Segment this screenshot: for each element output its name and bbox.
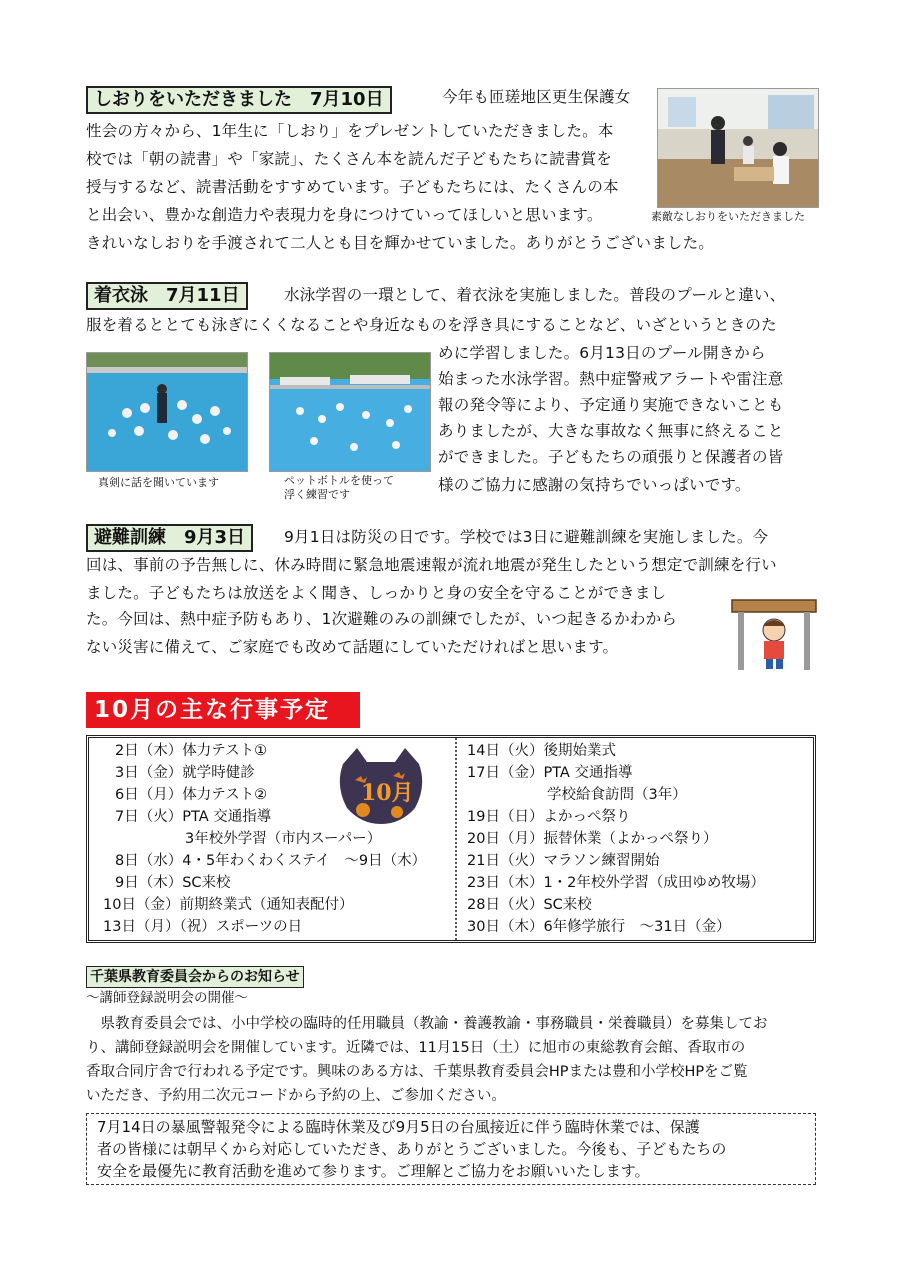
schedule-item: 20日（月）振替休業（よかっぺ祭り） [467,831,718,847]
text-line: ができました。子どもたちの頑張りと保護者の皆 [438,448,784,466]
text-line: 水泳学習の一環として、着衣泳を実施しました。普段のプールと違い、 [284,286,786,304]
text-line: きれいなしおりを手渡されて二人とも目を輝かせていました。ありがとうございました。 [86,234,715,252]
schedule-item: 30日（木）6年修学旅行 ～31日（金） [467,919,731,935]
text-line: り、講師登録説明会を開催しています。近隣では、11月15日（土）に旭市の東総教育会館、香取市の [86,1040,746,1056]
schedule-item: 3年校外学習（市内スーパー） [185,831,382,847]
text-line: 県教育委員会では、小中学校の臨時的任用職員（教諭・養護教諭・事務職員・栄養職員）を募集してお [86,1016,768,1032]
section-title-evacuation-drill: 避難訓練 9月3日 [86,524,253,552]
text-line: 者の皆様には朝早くから対応していただき、ありがとうございました。今後も、子どもたちの [97,1140,727,1158]
desk-child-illustration [728,596,820,674]
text-line: ありましたが、大きな事故なく無事に終えること [438,422,784,440]
text-line: 性会の方々から、1年生に「しおり」をプレゼントしていただきました。本 [86,122,614,140]
schedule-item: 8日（水）4・5年わくわくステイ ～9日（木） [115,853,427,869]
pool-photo-listening [86,352,248,472]
badge-label: 10月 [361,780,414,806]
schedule-item: 13日（月）（祝）スポーツの日 [103,919,303,935]
text-line: 授与するなど、読書活動をすすめています。子どもたちには、たくさんの本 [86,178,619,196]
schedule-item: 6日（月）体力テスト② [115,787,268,803]
schedule-item: 19日（日）よかっぺ祭り [467,809,631,825]
pool-photo-bottle [269,352,431,472]
text-line: 7月14日の暴風警報発令による臨時休業及び9月5日の台風接近に伴う臨時休業では、保護 [97,1118,700,1136]
schedule-item: 学校給食訪問（3年） [547,787,687,803]
closing-message-box [86,1113,816,1185]
schedule-item: 28日（火）SC来校 [467,897,592,913]
schedule-item: 17日（金）PTA 交通指導 [467,765,633,781]
halloween-cat-badge [335,746,427,826]
schedule-item: 21日（火）マラソン練習開始 [467,853,660,869]
photo-caption: 真剣に話を聞いています [98,476,219,489]
text-line: 香取合同庁舎で行われる予定です。興味のある方は、千葉県教育委員会HPまたは豊和小学校HPをご覧 [86,1064,748,1080]
text-line: 安全を最優先に教育活動を進めて参ります。ご理解とご協力をお願いいたします。 [97,1162,650,1180]
schedule-item: 10日（金）前期終業式（通知表配付） [103,897,354,913]
section-title-clothed-swimming: 着衣泳 7月11日 [86,282,248,310]
text-line: 今年も匝瑳地区更生保護女 [442,88,631,106]
text-line: と出会い、豊かな創造力や表現力を身につけていってほしいと思います。 [86,206,603,224]
text-line: 校では「朝の読書」や「家読」、たくさん本を読んだ子どもたちに読書賞を [86,150,613,168]
text-line: 回は、事前の予告無しに、休み時間に緊急地震速報が流れ地震が発生したという想定で訓練を行い [86,556,777,574]
schedule-item: 9日（木）SC来校 [115,875,231,891]
notice-subtitle: ～講師登録説明会の開催～ [86,990,248,1006]
text-line: ない災害に備えて、ご家庭でも改めて話題にしていただければと思います。 [86,638,619,656]
bookmark-photo [657,88,819,208]
text-line: 服を着るととても泳ぎにくくなることや身近なものを浮き具にすることなど、いざというときのた [86,316,777,334]
photo-caption: ペットボトルを使って [284,474,394,487]
text-line: た。今回は、熱中症予防もあり、1次避難のみの訓練でしたが、いつ起きるかわから [86,610,677,628]
schedule-item: 2日（木）体力テスト① [115,743,268,759]
text-line: 様のご協力に感謝の気持ちでいっぱいです。 [438,476,751,494]
text-line: ました。子どもたちは放送をよく聞き、しっかりと身の安全を守ることができまし [86,584,667,602]
schedule-item: 3日（金）就学時健診 [115,765,255,781]
schedule-table [86,735,816,943]
text-line: 9月1日は防災の日です。学校では3日に避難訓練を実施しました。今 [284,528,769,546]
schedule-item: 7日（火）PTA 交通指導 [115,809,272,825]
schedule-banner: 10月の主な行事予定 [86,692,360,728]
photo-caption: 浮く練習です [284,488,350,501]
notice-title: 千葉県教育委員会からのお知らせ [86,966,304,988]
schedule-item: 23日（木）1・2年校外学習（成田ゆめ牧場） [467,875,765,891]
schedule-item: 14日（火）後期始業式 [467,743,616,759]
schedule-divider [455,738,457,940]
text-line: 始まった水泳学習。熱中症警戒アラートや雷注意 [438,370,784,388]
section-title-bookmark: しおりをいただきました 7月10日 [86,86,392,114]
text-line: めに学習しました。6月13日のプール開きから [438,344,766,362]
text-line: 報の発令等により、予定通り実施できないことも [438,396,784,414]
text-line: いただき、予約用二次元コードから予約の上、ご参加ください。 [86,1088,506,1104]
photo-caption: 素敵なしおりをいただきました [651,210,805,223]
